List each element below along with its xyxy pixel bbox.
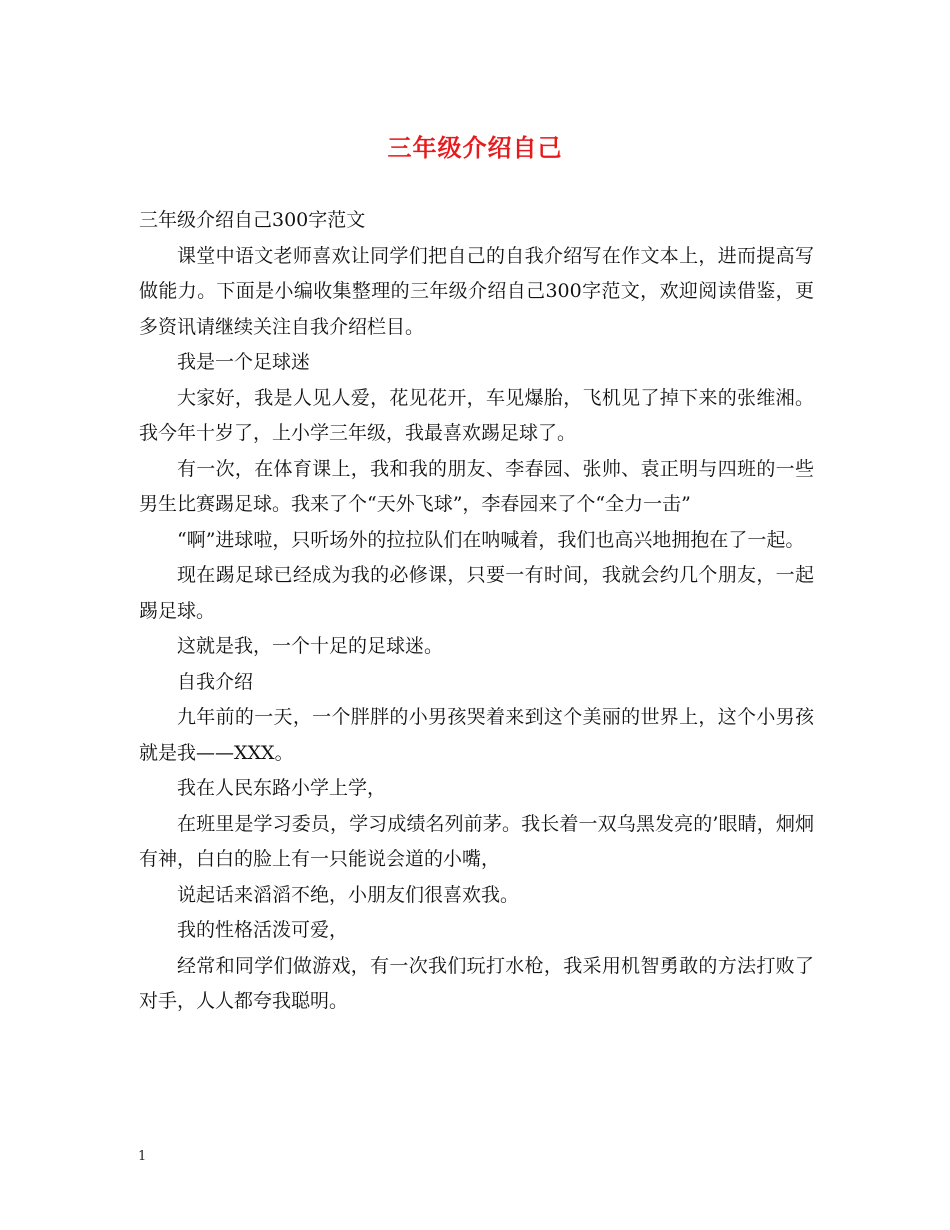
paragraph: 有一次，在体育课上，我和我的朋友、李春园、张帅、袁正明与四班的一些男生比赛踢足球。我来了个“天外飞球”，李春园来了个“全力一击”	[139, 457, 814, 515]
paragraph: 这就是我，一个十足的足球迷。	[177, 635, 444, 657]
section-heading: 自我介绍	[177, 670, 254, 693]
paragraph: 九年前的一天，一个胖胖的小男孩哭着来到这个美丽的世界上，这个小男孩就是我——XXX。	[139, 706, 814, 764]
paragraph: 三年级介绍自己300字范文	[139, 209, 366, 231]
paragraph: 经常和同学们做游戏，有一次我们玩打水枪，我采用机智勇敢的方法打败了对手，人人都夸我聪明。	[139, 954, 814, 1012]
paragraph: 我在人民东路小学上学，	[177, 777, 387, 799]
paragraph: 我的性格活泼可爱，	[177, 919, 349, 941]
paragraph: 在班里是学习委员，学习成绩名列前茅。我长着一双乌黑发亮的’眼睛，炯炯有神，白白的脸上有一只能说会道的小嘴，	[139, 812, 814, 870]
paragraph: “啊”进球啦，只听场外的拉拉队们在呐喊着，我们也高兴地拥抱在了一起。	[177, 528, 805, 551]
paragraph: 现在踢足球已经成为我的必修课，只要一有时间，我就会约几个朋友，一起踢足球。	[139, 564, 814, 622]
document-title: 三年级介绍自己	[387, 133, 563, 162]
paragraph: 课堂中语文老师喜欢让同学们把自己的自我介绍写在作文本上，进而提高写做能力。下面是小编收集整理的三年级介绍自己300字范文，欢迎阅读借鉴，更多资讯请继续关注自我介绍栏目。	[139, 244, 814, 338]
section-heading: 我是一个足球迷	[177, 351, 311, 373]
paragraph: 说起话来滔滔不绝，小朋友们很喜欢我。	[177, 883, 520, 906]
paragraph: 大家好，我是人见人爱，花见花开，车见爆胎，飞机见了掉下来的张维湘。我今年十岁了，上小学三年级，我最喜欢踢足球了。	[139, 386, 814, 444]
document-body	[139, 203, 814, 1020]
page-number: 1	[138, 1149, 147, 1164]
